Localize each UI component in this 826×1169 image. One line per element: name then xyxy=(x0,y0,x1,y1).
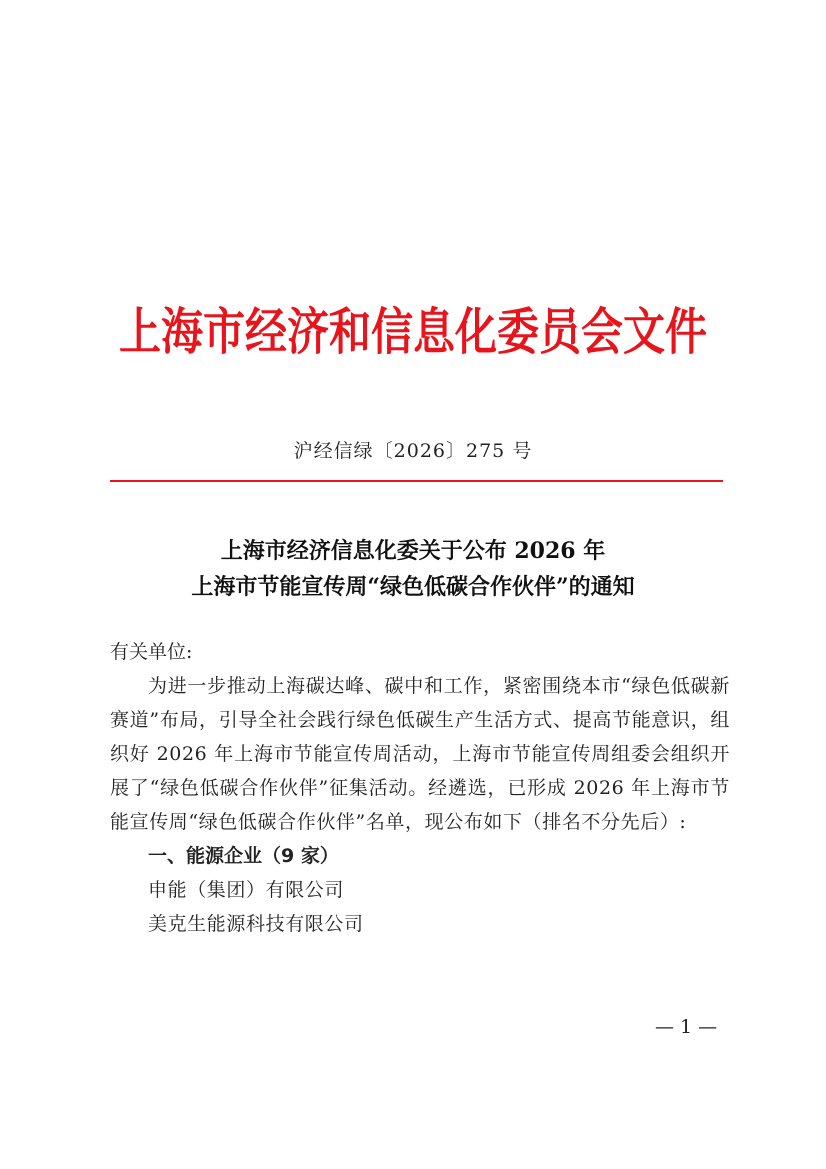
body-paragraph: 为进一步推动上海碳达峰、碳中和工作，紧密围绕本市“绿色低碳新赛道”布局，引导全社会践行绿色低碳生产生活方式、提高节能意识，组织好 2026 年上海市节能宣传周活动，上海市节能宣传周组委会组织开展了“绿色低碳合作伙伴”征集活动。经遴选，已形成 2026 年上海市节能宣传周“绿色低碳合作伙伴”名单，现公布如下（排名不分先后）: xyxy=(110,675,730,833)
salutation: 有关单位: xyxy=(110,641,193,663)
title-line-2: 上海市节能宣传周“绿色低碳合作伙伴”的通知 xyxy=(191,574,635,600)
company-list-item: 申能（集团）有限公司 xyxy=(148,879,345,901)
issuer-masthead: 上海市经济和信息化委员会文件 xyxy=(119,302,708,361)
document-body xyxy=(110,635,730,941)
red-divider-rule xyxy=(110,480,723,482)
company-list-item: 美克生能源科技有限公司 xyxy=(148,913,364,935)
section-heading-energy-enterprises: 一、能源企业（9 家） xyxy=(148,845,339,867)
notice-title xyxy=(0,533,826,605)
title-line-1: 上海市经济信息化委关于公布 2026 年 xyxy=(220,538,606,564)
page-number: — 1 — xyxy=(655,1016,718,1038)
document-number: 沪经信绿〔2026〕275 号 xyxy=(293,440,533,462)
